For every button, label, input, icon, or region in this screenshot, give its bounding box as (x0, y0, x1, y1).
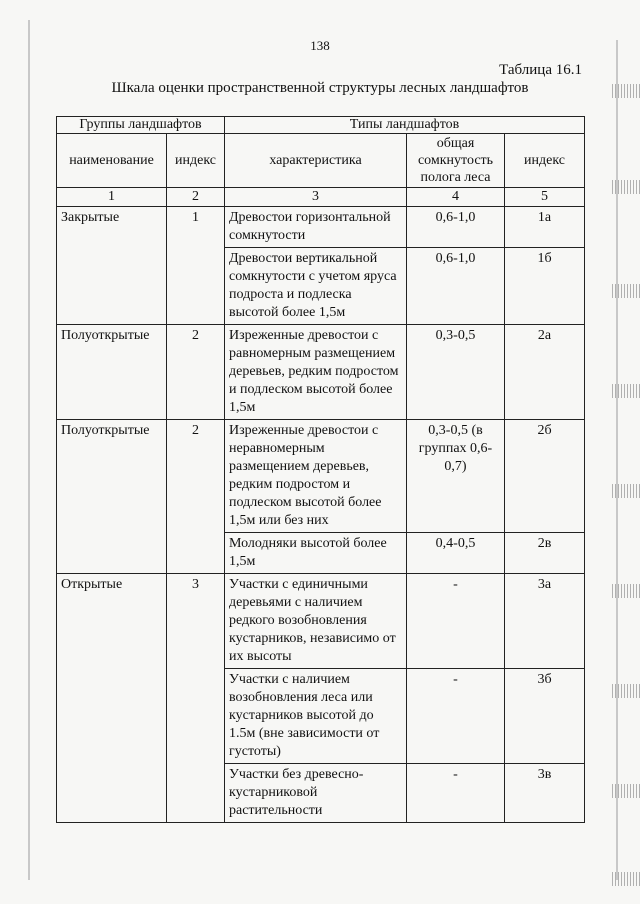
type-index: 1б (505, 248, 585, 325)
type-characteristic: Изреженные древостои с неравномерным размещением деревьев, редким подростом и подлеском высотой более 1,5м или без них (225, 420, 407, 533)
group-index (167, 764, 225, 823)
table-row (57, 669, 585, 764)
scan-right-edge (616, 40, 618, 880)
group-name (57, 764, 167, 823)
scan-noise (612, 284, 640, 298)
group-name: Закрытые (57, 207, 167, 248)
column-number: 4 (407, 188, 505, 207)
type-index: 2в (505, 533, 585, 574)
header-row-2 (57, 134, 585, 188)
canopy-closure: 0,6-1,0 (407, 248, 505, 325)
header-index: индекс (167, 134, 225, 188)
table-row (57, 533, 585, 574)
group-name: Открытые (57, 574, 167, 669)
type-index: 3в (505, 764, 585, 823)
group-name (57, 248, 167, 325)
type-index: 3б (505, 669, 585, 764)
type-characteristic: Древостои вертикальной сомкнутости с учетом яруса подроста и подлеска высотой более 1,5м (225, 248, 407, 325)
group-name (57, 669, 167, 764)
type-characteristic: Участки с единичными деревьями с наличием редкого возобновления кустарников, независимо от их высоты (225, 574, 407, 669)
canopy-closure: 0,6-1,0 (407, 207, 505, 248)
landscape-scale-table (56, 116, 585, 823)
scan-noise (612, 180, 640, 194)
header-type-index: индекс (505, 134, 585, 188)
canopy-closure: - (407, 574, 505, 669)
group-name: Полуоткрытые (57, 325, 167, 420)
column-number: 2 (167, 188, 225, 207)
group-index (167, 669, 225, 764)
header-name: наименование (57, 134, 167, 188)
table-row (57, 420, 585, 533)
canopy-closure: - (407, 764, 505, 823)
type-index: 2б (505, 420, 585, 533)
group-index: 1 (167, 207, 225, 248)
type-index: 3а (505, 574, 585, 669)
type-characteristic: Молодняки высотой более 1,5м (225, 533, 407, 574)
type-characteristic: Древостои горизонтальной сомкнутости (225, 207, 407, 248)
header-closure: общая сомкнутость полога леса (407, 134, 505, 188)
canopy-closure: 0,4-0,5 (407, 533, 505, 574)
table-row (57, 325, 585, 420)
header-row-1 (57, 117, 585, 134)
table-caption: Таблица 16.1 (499, 62, 582, 78)
scan-noise (612, 684, 640, 698)
header-types: Типы ландшафтов (225, 117, 585, 134)
column-number-row (57, 188, 585, 207)
canopy-closure: 0,3-0,5 (в группах 0,6-0,7) (407, 420, 505, 533)
scan-noise (612, 484, 640, 498)
scan-noise (612, 872, 640, 886)
type-characteristic: Участки с наличием возобновления леса или кустарников высотой до 1.5м (вне зависимости от густоты) (225, 669, 407, 764)
scan-noise (612, 784, 640, 798)
type-characteristic: Участки без древесно-кустарниковой растительности (225, 764, 407, 823)
table-row (57, 574, 585, 669)
type-index: 2а (505, 325, 585, 420)
group-index (167, 248, 225, 325)
type-characteristic: Изреженные древостои с равномерным размещением деревьев, редким подростом и подлеском высотой более 1,5м (225, 325, 407, 420)
canopy-closure: 0,3-0,5 (407, 325, 505, 420)
header-groups: Группы ландшафтов (57, 117, 225, 134)
type-index: 1а (505, 207, 585, 248)
group-name (57, 533, 167, 574)
table-row (57, 764, 585, 823)
scan-noise (612, 384, 640, 398)
group-index: 3 (167, 574, 225, 669)
column-number: 1 (57, 188, 167, 207)
group-index: 2 (167, 420, 225, 533)
scan-noise (612, 584, 640, 598)
group-name: Полуоткрытые (57, 420, 167, 533)
table-row (57, 248, 585, 325)
table-title: Шкала оценки пространственной структуры лесных ландшафтов (111, 80, 529, 96)
table-row (57, 207, 585, 248)
group-index: 2 (167, 325, 225, 420)
page-number: 138 (310, 38, 330, 53)
canopy-closure: - (407, 669, 505, 764)
column-number: 5 (505, 188, 585, 207)
group-index (167, 533, 225, 574)
header-characteristic: характеристика (225, 134, 407, 188)
scan-left-edge (28, 20, 30, 880)
column-number: 3 (225, 188, 407, 207)
